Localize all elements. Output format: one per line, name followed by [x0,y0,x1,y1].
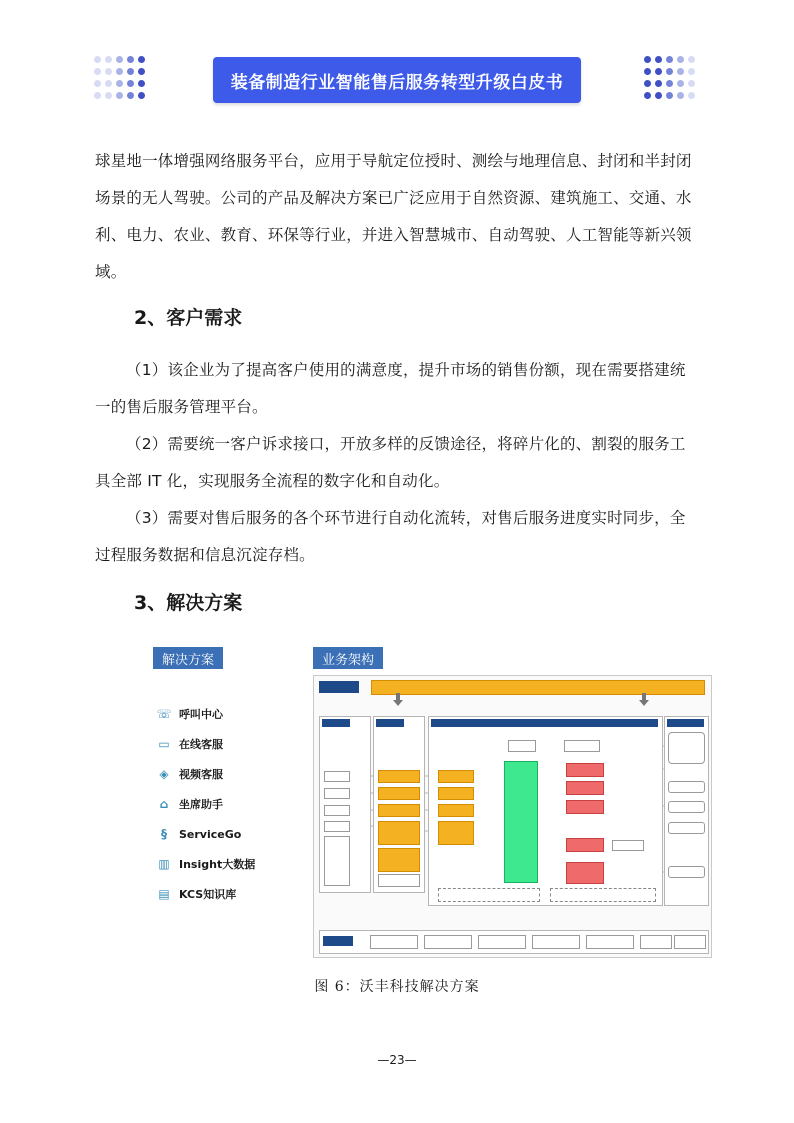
arch-red-box [566,838,604,852]
arch-bottom-box [370,935,418,949]
arch-inner-box [438,821,474,845]
header-dot [116,80,123,87]
header-dot [644,56,651,63]
header-dot [138,56,145,63]
header-dot [644,80,651,87]
header-dot [655,68,662,75]
menu-item-label: ServiceGo [179,827,242,841]
arch-bottom-box [640,935,672,949]
figure-caption: 图 6：沃丰科技解决方案 [314,979,480,995]
menu-item-call-center [155,699,255,729]
header-dot [127,80,134,87]
arch-dashed-box [550,888,656,902]
menu-item-insight [155,849,255,879]
header-dot [677,92,684,99]
header-dots-left [94,56,149,104]
arch-channel-box [378,804,420,817]
header-dot [666,68,673,75]
menu-item-label: 坐席助手 [179,798,223,811]
header-dots-right [644,56,699,104]
requirement-2: （2）需要统一客户诉求接口，开放多样的反馈途径，将碎片化的、割裂的服务工具全部 IT 化，实现服务全流程的数字化和自动化。 [95,435,686,490]
menu-item-online-service [155,729,255,759]
header-dot [105,92,112,99]
arch-inner-box [438,804,474,817]
header-dot [116,56,123,63]
arch-inner-box [508,740,536,752]
arch-inner-box [438,787,474,800]
figure-left-title: 解决方案 [153,647,223,669]
header-dot [127,56,134,63]
chart-icon: ▥ [158,857,170,871]
menu-item-servicego [155,819,255,849]
header-dot [105,56,112,63]
solution-figure [150,645,710,955]
menu-item-label: 呼叫中心 [179,708,223,721]
header-dot [644,68,651,75]
menu-item-label: 在线客服 [179,738,223,751]
arch-red-box [566,862,604,884]
header-dot [127,68,134,75]
menu-item-label: Insight大数据 [179,858,256,871]
arch-channel-box [378,848,420,872]
header-dot [688,92,695,99]
menu-item-kcs [155,879,255,909]
menu-item-video-service [155,759,255,789]
arch-third-party-box [668,781,705,793]
intro-paragraph: 球星地一体增强网络服务平台，应用于导航定位授时、测绘与地理信息、封闭和半封闭场景的无人驾驶。公司的产品及解决方案已广泛应用于自然资源、建筑施工、交通、水利、电力、农业、教育、环保等行业，并进入智慧城市、自动驾驶、人工智能等新兴领域。 [95,152,692,281]
arch-inner-box [612,840,644,851]
header-dot [94,80,101,87]
arch-customer-box [324,805,350,816]
arch-channel-box [378,770,420,783]
heading-customer-needs: 2、客户需求 [134,307,243,329]
header-dot [94,68,101,75]
header-dot [677,80,684,87]
menu-item-label: KCS知识库 [179,888,237,901]
header-dot [127,92,134,99]
header-dot [655,56,662,63]
arch-panel-channels-header [376,719,404,727]
heading-solution: 3、解决方案 [134,592,243,614]
figure-right-title: 业务架构 [313,647,383,669]
arch-customer-box [324,771,350,782]
arch-dashed-box [438,888,540,902]
header-dot [677,68,684,75]
arch-bottom-label [323,936,353,946]
arch-customer-box [324,821,350,832]
arch-channel-box [378,787,420,800]
requirement-3: （3）需要对售后服务的各个环节进行自动化流转，对售后服务进度实时同步，全过程服务数据和信息沉淀存档。 [95,509,686,564]
arch-channel-box [378,821,420,845]
arch-bottom-box [674,935,706,949]
header-dot [138,92,145,99]
header-dot [105,80,112,87]
header-dot [138,68,145,75]
arch-customer-box [324,788,350,799]
arch-channel-box [378,874,420,887]
header-title: 装备制造行业智能售后服务转型升级白皮书 [213,57,581,103]
header-dot [138,80,145,87]
solution-menu [155,699,255,909]
header-dot [666,56,673,63]
arch-bottom-box [478,935,526,949]
header-dot [688,68,695,75]
header-dot [688,80,695,87]
header-dot [644,92,651,99]
chat-icon: ▭ [158,737,170,751]
menu-item-agent-assistant [155,789,255,819]
arch-inner-box [564,740,600,752]
arch-panel-third-party-header [667,719,704,727]
header-dot [666,80,673,87]
arch-workorder-core [504,761,538,883]
header-dot [677,56,684,63]
header-dot [688,56,695,63]
arch-customer-box [324,836,350,886]
video-icon: ◈ [159,767,169,781]
arch-red-box [566,763,604,777]
arch-red-box [566,800,604,814]
arch-inner-box [438,770,474,783]
arch-third-party-box [668,732,705,764]
arch-bottom-box [424,935,472,949]
header-dot [105,68,112,75]
arch-third-party-box [668,866,705,878]
header-dot [655,92,662,99]
header-dot [116,68,123,75]
arch-bottom-box [532,935,580,949]
page-number: —23— [377,1053,417,1067]
arch-panel-servicego-header [431,719,658,727]
architecture-diagram [313,675,712,958]
arch-red-box [566,781,604,795]
requirement-1: （1）该企业为了提高客户使用的满意度，提升市场的销售份额，现在需要搭建统一的售后服务管理平台。 [95,361,686,416]
header-dot [94,92,101,99]
header-dot [116,92,123,99]
assistant-icon: ⌂ [159,797,169,811]
book-icon: ▤ [158,887,170,901]
header-dot [94,56,101,63]
arch-panel-customers-header [322,719,350,727]
arch-bottom-box [586,935,634,949]
header-dot [655,80,662,87]
menu-item-label: 视频客服 [179,768,223,781]
servicego-icon: § [161,827,167,841]
arch-third-party-box [668,801,705,813]
arch-third-party-box [668,822,705,834]
header-dot [666,92,673,99]
phone-icon: ☏ [156,707,172,721]
